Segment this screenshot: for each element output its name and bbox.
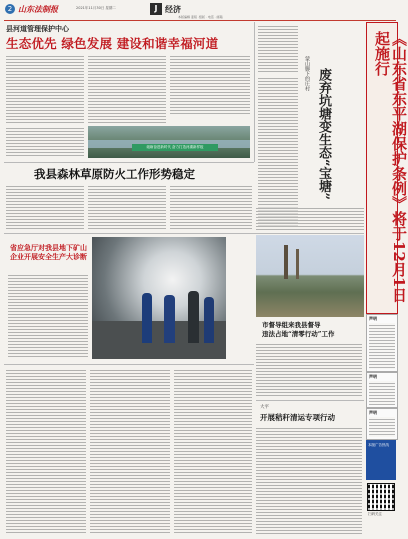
worker-figure-3 xyxy=(188,291,199,343)
article4-headline-line1: 市督导组来我县督导 xyxy=(262,321,321,329)
ad-box-2-text xyxy=(369,381,395,405)
paper-name: 山东法制报 xyxy=(18,4,58,14)
section-name: 经济 xyxy=(165,4,181,14)
article1-kicker: 县河道管理保护中心 xyxy=(6,24,69,33)
ad-box-2 xyxy=(366,372,398,408)
article4 xyxy=(256,318,364,398)
article2-headline: 我县森林草原防火工作形势稳定 xyxy=(34,167,195,181)
side-photo-tree xyxy=(284,245,288,279)
vertical-banner xyxy=(366,22,408,314)
editor-line: 本版编辑 姜程 ·组版 · 电话 · 邮箱 xyxy=(178,15,223,19)
article1-body-col4 xyxy=(6,126,84,158)
worker-figure-4 xyxy=(204,297,214,343)
ad-box-3-title: 声明 xyxy=(369,410,377,415)
article5-headline: 开展秸秆清运专项行动 xyxy=(260,413,335,422)
issue-date: 2021年11月30日 星期二 xyxy=(76,6,116,10)
side-article-body-a xyxy=(258,24,298,72)
side-article-kicker: 蒙山脚下的庄村 xyxy=(304,56,310,91)
article1-photo-banner: 砥砺奋进新时代 奋力打造河湖新样板 xyxy=(132,144,218,151)
lower-top-rule xyxy=(4,364,254,365)
worker-figure-1 xyxy=(142,293,152,343)
worker-figure-2 xyxy=(164,295,175,343)
side-article-body-c xyxy=(256,206,364,230)
article1-headline: 生态优先 绿色发展 建设和谐幸福河道 xyxy=(6,36,219,51)
article3-body xyxy=(8,273,88,359)
qr-code-overlay xyxy=(368,484,394,510)
side-article-body-b xyxy=(258,76,298,226)
ad-box-3-text xyxy=(369,417,395,437)
ad-box-3 xyxy=(366,408,398,440)
article3-headline xyxy=(10,243,90,261)
qr-caption: 扫码关注 xyxy=(368,512,382,516)
qr-code-icon xyxy=(368,484,394,510)
ad-box-1 xyxy=(366,314,398,372)
vertical-banner-text: 《山东省东平湖保护条例》将于12月1日起施行 xyxy=(373,31,408,303)
article5-top-rule xyxy=(256,400,364,401)
masthead xyxy=(0,0,400,20)
ad-box-2-title: 声明 xyxy=(369,374,377,379)
article4-headline-line2: 违法占地“清零行动”工作 xyxy=(262,330,335,338)
side-article-headline: 废弃坑塘变生态“宝塘” xyxy=(316,68,331,200)
side-photo-field xyxy=(256,235,364,317)
masthead-divider xyxy=(4,20,396,21)
ad-box-1-text xyxy=(369,323,395,369)
lower-body-col3 xyxy=(174,368,252,534)
article1-body-col2 xyxy=(88,54,166,124)
article3-headline-line1: 省应急厅对我县地下矿山 xyxy=(10,243,87,252)
article2-top-rule xyxy=(4,162,254,163)
article2-body-col1 xyxy=(6,184,84,230)
article1 xyxy=(4,22,252,160)
ad-phone-box xyxy=(366,440,396,480)
article5 xyxy=(256,402,364,536)
article4-body xyxy=(256,342,362,396)
article1-photo xyxy=(88,126,250,158)
article3-photo xyxy=(92,237,226,359)
article1-body-col3 xyxy=(170,54,250,114)
section-logo-icon: J xyxy=(150,3,162,15)
side-article xyxy=(256,22,364,232)
article2-body-col3 xyxy=(170,184,252,230)
article5-body xyxy=(256,426,362,534)
ad-box-1-title: 声明 xyxy=(369,316,377,321)
article2-body-col2 xyxy=(88,184,166,230)
article2 xyxy=(4,164,254,232)
article3-headline-line2: 企业开展安全生产大诊断 xyxy=(10,252,87,261)
ad-phone-box-text: 本版广告热线 xyxy=(368,443,389,447)
article1-body-col1 xyxy=(6,54,84,124)
article3-top-rule xyxy=(4,233,364,234)
page-number-badge: 2 xyxy=(5,4,15,14)
lower-body-col1 xyxy=(6,368,86,534)
side-article-divider xyxy=(254,22,255,162)
lower-body-col2 xyxy=(90,368,170,534)
side-photo-tree-2 xyxy=(296,249,299,279)
article5-kicker: 大平 xyxy=(260,405,269,410)
